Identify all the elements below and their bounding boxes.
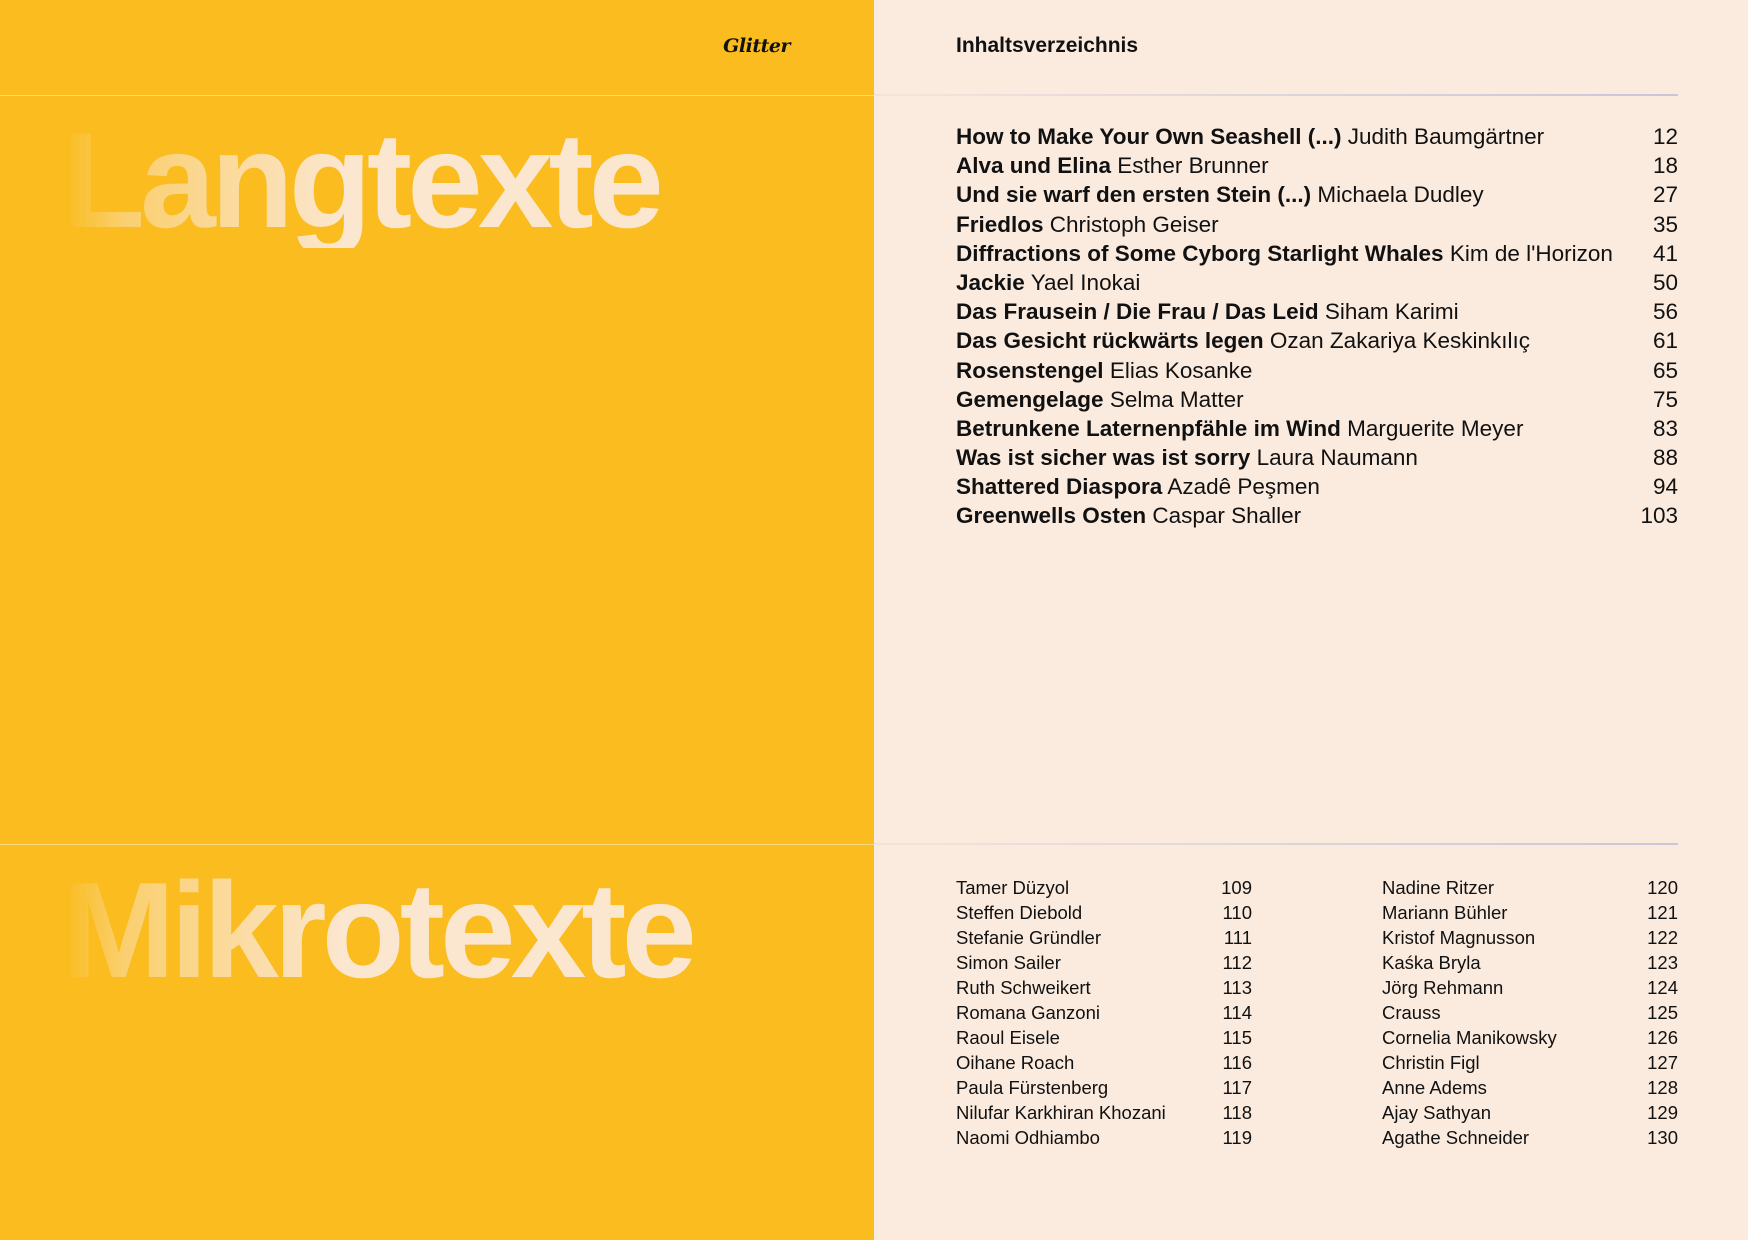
micro-entry-author: Anne Adems bbox=[1382, 1077, 1487, 1098]
micro-entry-page: 115 bbox=[1222, 1027, 1252, 1048]
micro-entry-author: Naomi Odhiambo bbox=[956, 1127, 1100, 1148]
toc-entry-page: 65 bbox=[1652, 357, 1678, 383]
micro-entry-author: Kaśka Bryla bbox=[1382, 952, 1481, 973]
toc-entry bbox=[956, 358, 1678, 387]
micro-entry-page: 118 bbox=[1222, 1102, 1252, 1123]
toc-entry-text bbox=[956, 474, 1320, 500]
micro-entry-page: 128 bbox=[1647, 1077, 1678, 1098]
section-heading-mikrotexte: Mikrotexte bbox=[62, 854, 693, 1006]
toc-entry-title: Jackie bbox=[956, 269, 1025, 295]
micro-entry-author: Paula Fürstenberg bbox=[956, 1077, 1109, 1098]
toc-entry bbox=[956, 328, 1678, 357]
langtexte-list bbox=[956, 124, 1678, 533]
toc-entry-text bbox=[956, 416, 1523, 442]
toc-entry-title: Rosenstengel bbox=[956, 357, 1104, 383]
middle-divider-right bbox=[874, 843, 1678, 845]
micro-entry-author: Crauss bbox=[1382, 1002, 1441, 1023]
micro-entry-author: Agathe Schneider bbox=[1382, 1127, 1530, 1148]
toc-entry bbox=[956, 503, 1678, 532]
micro-entry-page: 129 bbox=[1647, 1102, 1678, 1123]
toc-entry bbox=[956, 387, 1678, 416]
micro-entry bbox=[1382, 1127, 1678, 1152]
micro-entry bbox=[956, 952, 1252, 977]
toc-entry-author: Esther Brunner bbox=[1117, 153, 1269, 179]
toc-entry bbox=[956, 212, 1678, 241]
micro-entry-page: 126 bbox=[1647, 1027, 1678, 1048]
toc-entry-text bbox=[956, 270, 1140, 296]
micro-entry-page: 117 bbox=[1222, 1077, 1252, 1098]
micro-entry-page: 111 bbox=[1223, 927, 1252, 948]
toc-entry-author: Selma Matter bbox=[1109, 386, 1244, 412]
micro-entry bbox=[956, 1102, 1252, 1127]
toc-entry bbox=[956, 182, 1678, 211]
toc-entry-page: 18 bbox=[1652, 153, 1678, 179]
toc-entry-title: Betrunkene Laternenpfähle im Wind bbox=[956, 415, 1341, 441]
toc-entry-page: 83 bbox=[1652, 415, 1678, 441]
micro-entry bbox=[956, 927, 1252, 952]
micro-entry-page: 120 bbox=[1647, 877, 1678, 898]
micro-entry-page: 114 bbox=[1222, 1002, 1252, 1023]
micro-entry-author: Stefanie Gründler bbox=[956, 927, 1102, 948]
toc-entry-text bbox=[956, 328, 1530, 354]
micro-entry-author: Christin Figl bbox=[1382, 1052, 1480, 1073]
micro-entry bbox=[956, 1027, 1252, 1052]
micro-entry bbox=[1382, 902, 1678, 927]
toc-entry-text bbox=[956, 241, 1613, 267]
toc-entry-author: Siham Karimi bbox=[1324, 299, 1459, 325]
top-divider-right bbox=[874, 94, 1678, 96]
section-heading-langtexte: Langtexte bbox=[62, 104, 660, 256]
micro-entry-page: 119 bbox=[1222, 1127, 1252, 1148]
toc-entry-title: Greenwells Osten bbox=[956, 503, 1147, 529]
toc-entry-text bbox=[956, 153, 1269, 179]
toc-entry-author: Azadê Peşmen bbox=[1167, 474, 1320, 500]
micro-entry bbox=[1382, 877, 1678, 902]
toc-entry-page: 56 bbox=[1652, 299, 1678, 325]
toc-entry-title: Das Frausein / Die Frau / Das Leid bbox=[956, 299, 1319, 325]
toc-entry-author: Judith Baumgärtner bbox=[1347, 124, 1545, 149]
micro-entry-author: Nilufar Karkhiran Khozani bbox=[956, 1102, 1166, 1123]
micro-entry-author: Ruth Schweikert bbox=[956, 977, 1091, 998]
toc-entry-author: Ozan Zakariya Keskinkılıç bbox=[1269, 328, 1530, 354]
toc-entry-text bbox=[956, 387, 1244, 413]
toc-entry-text bbox=[956, 503, 1301, 529]
micro-entry-author: Raoul Eisele bbox=[956, 1027, 1060, 1048]
micro-entry-author: Tamer Düzyol bbox=[956, 877, 1070, 898]
toc-entry-title: How to Make Your Own Seashell (...) bbox=[956, 124, 1342, 149]
toc-entry-page: 35 bbox=[1652, 211, 1678, 237]
toc-entry-author: Christoph Geiser bbox=[1049, 211, 1219, 237]
top-divider-left bbox=[0, 95, 874, 96]
mikrotexte-list-left bbox=[956, 877, 1252, 1152]
middle-divider-left bbox=[0, 844, 874, 845]
micro-entry-page: 112 bbox=[1222, 952, 1252, 973]
toc-entry-title: Das Gesicht rückwärts legen bbox=[956, 328, 1264, 354]
toc-entry-page: 61 bbox=[1652, 328, 1678, 354]
micro-entry bbox=[956, 1052, 1252, 1077]
toc-entry bbox=[956, 124, 1678, 153]
toc-entry-page: 41 bbox=[1652, 240, 1678, 266]
toc-entry bbox=[956, 299, 1678, 328]
toc-entry bbox=[956, 416, 1678, 445]
micro-entry-page: 123 bbox=[1647, 952, 1678, 973]
micro-entry bbox=[956, 977, 1252, 1002]
toc-entry-title: Gemengelage bbox=[956, 386, 1104, 412]
micro-entry-author: Steffen Diebold bbox=[956, 902, 1083, 923]
toc-entry-title: Friedlos bbox=[956, 211, 1044, 237]
micro-entry-author: Simon Sailer bbox=[956, 952, 1061, 973]
micro-entry-author: Jörg Rehmann bbox=[1382, 977, 1504, 998]
micro-entry-page: 110 bbox=[1222, 902, 1252, 923]
toc-entry-author: Elias Kosanke bbox=[1109, 357, 1253, 383]
toc-entry-page: 94 bbox=[1652, 474, 1678, 500]
brand-logo: Glitter bbox=[723, 35, 790, 57]
toc-entry-author: Laura Naumann bbox=[1256, 445, 1418, 471]
toc-entry bbox=[956, 241, 1678, 270]
toc-entry-page: 75 bbox=[1652, 386, 1678, 412]
page-title: Inhaltsverzeichnis bbox=[956, 34, 1139, 57]
micro-entry bbox=[1382, 977, 1678, 1002]
toc-entry-text bbox=[956, 358, 1252, 384]
mikrotexte-list-right bbox=[1382, 877, 1678, 1152]
toc-entry-page: 12 bbox=[1652, 124, 1678, 149]
toc-entry-title: Alva und Elina bbox=[956, 153, 1112, 179]
toc-entry-page: 50 bbox=[1652, 269, 1678, 295]
micro-entry bbox=[1382, 927, 1678, 952]
micro-entry-author: Oihane Roach bbox=[956, 1052, 1075, 1073]
toc-entry-title: Was ist sicher was ist sorry bbox=[956, 445, 1251, 471]
micro-entry-page: 124 bbox=[1647, 977, 1678, 998]
toc-entry bbox=[956, 153, 1678, 182]
micro-entry-author: Cornelia Manikowsky bbox=[1382, 1027, 1557, 1048]
toc-entry-text bbox=[956, 299, 1459, 325]
micro-entry-page: 113 bbox=[1222, 977, 1252, 998]
toc-entry-page: 88 bbox=[1652, 445, 1678, 471]
toc-entry-text bbox=[956, 445, 1418, 471]
micro-entry bbox=[956, 1077, 1252, 1102]
micro-entry-page: 125 bbox=[1647, 1002, 1678, 1023]
toc-entry bbox=[956, 445, 1678, 474]
micro-entry-author: Kristof Magnusson bbox=[1382, 927, 1536, 948]
micro-entry-page: 130 bbox=[1647, 1127, 1678, 1148]
micro-entry bbox=[956, 1127, 1252, 1152]
toc-entry-author: Michaela Dudley bbox=[1317, 182, 1484, 208]
toc-entry-author: Yael Inokai bbox=[1030, 269, 1141, 295]
toc-entry-page: 103 bbox=[1640, 503, 1678, 529]
toc-entry-author: Kim de l'Horizon bbox=[1449, 240, 1613, 266]
toc-entry-title: Diffractions of Some Cyborg Starlight Whales bbox=[956, 240, 1444, 266]
micro-entry-author: Mariann Bühler bbox=[1382, 902, 1508, 923]
micro-entry bbox=[1382, 1052, 1678, 1077]
toc-entry-title: Shattered Diaspora bbox=[956, 474, 1163, 500]
toc-entry-author: Caspar Shaller bbox=[1152, 503, 1302, 529]
micro-entry bbox=[1382, 1077, 1678, 1102]
micro-entry bbox=[1382, 952, 1678, 977]
toc-entry-page: 27 bbox=[1652, 182, 1678, 208]
micro-entry-author: Nadine Ritzer bbox=[1382, 877, 1495, 898]
micro-entry-page: 116 bbox=[1222, 1052, 1252, 1073]
micro-entry-page: 122 bbox=[1647, 927, 1678, 948]
micro-entry-page: 109 bbox=[1221, 877, 1252, 898]
micro-entry bbox=[956, 877, 1252, 902]
micro-entry-page: 121 bbox=[1647, 902, 1678, 923]
micro-entry bbox=[956, 902, 1252, 927]
micro-entry-author: Ajay Sathyan bbox=[1382, 1102, 1492, 1123]
toc-entry bbox=[956, 474, 1678, 503]
micro-entry bbox=[956, 1002, 1252, 1027]
toc-entry bbox=[956, 270, 1678, 299]
toc-entry-title: Und sie warf den ersten Stein (...) bbox=[956, 182, 1312, 208]
micro-entry bbox=[1382, 1102, 1678, 1127]
micro-entry bbox=[1382, 1027, 1678, 1052]
toc-entry-text bbox=[956, 182, 1484, 208]
micro-entry-author: Romana Ganzoni bbox=[956, 1002, 1100, 1023]
micro-entry bbox=[1382, 1002, 1678, 1027]
toc-entry-text bbox=[956, 124, 1544, 150]
toc-entry-text bbox=[956, 212, 1219, 238]
toc-entry-author: Marguerite Meyer bbox=[1347, 415, 1524, 441]
micro-entry-page: 127 bbox=[1647, 1052, 1678, 1073]
